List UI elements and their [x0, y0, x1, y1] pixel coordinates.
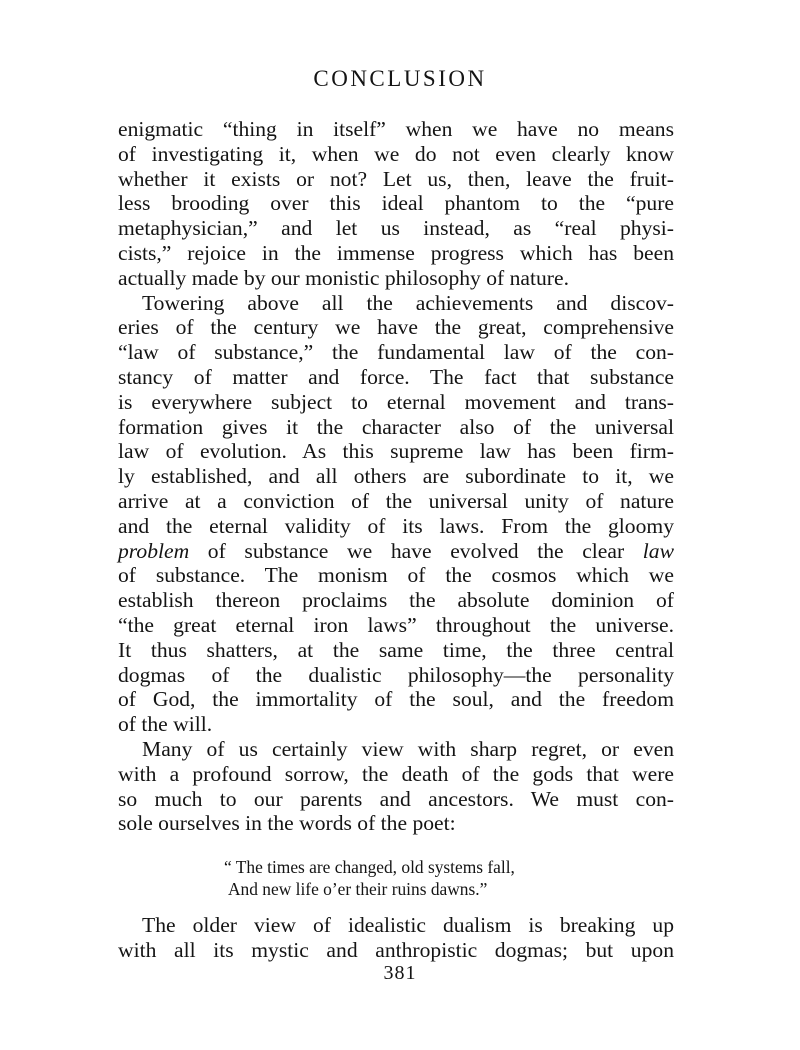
text-line: so much to our parents and ancestors. We must con- [118, 786, 674, 811]
text-line: “the great eternal iron laws” throughout the universe. [118, 612, 674, 637]
text-line: establish thereon proclaims the absolute dominion of [118, 588, 674, 613]
text-line: stancy of matter and force. The fact that substance [118, 364, 674, 389]
text-line: sole ourselves in the words of the poet: [118, 811, 456, 836]
italic-law: law [642, 538, 674, 563]
text-line: metaphysician,” and let us instead, as “real physi- [118, 216, 674, 241]
text-line: Towering above all the achievements and discov- [142, 290, 674, 315]
text-line: eries of the century we have the great, comprehensive [118, 315, 674, 340]
text-line: arrive at a conviction of the universal unity of nature [118, 488, 674, 513]
text-line: law of evolution. As this supreme law has been firm- [118, 439, 674, 464]
closing-text [118, 913, 674, 963]
text-line: Many of us certainly view with sharp regret, or even [142, 736, 674, 761]
text-line: of substance. The monism of the cosmos which we [118, 563, 674, 588]
text-line: actually made by our monistic philosophy of nature. [118, 265, 569, 290]
italic-problem: problem [118, 538, 190, 563]
text-line: “law of substance,” the fundamental law of the con- [118, 340, 674, 365]
verse-line: “ The times are changed, old systems fall, [224, 857, 515, 877]
text-fragment: of substance we have evolved the clear [189, 538, 643, 563]
text-line: of the will. [118, 712, 213, 737]
text-line: dogmas of the dualistic philosophy—the personality [118, 662, 674, 687]
text-line: of God, the immortality of the soul, and the freedom [118, 687, 674, 712]
running-head: CONCLUSION [313, 66, 487, 91]
text-line: ly established, and all others are subordinate to it, we [118, 464, 674, 489]
text-line: The older view of idealistic dualism is breaking up [142, 913, 674, 937]
verse-quotation [224, 856, 584, 900]
text-line: less brooding over this ideal phantom to the “pure [118, 191, 674, 216]
text-line: is everywhere subject to eternal movement and trans- [118, 389, 674, 414]
text-line: with all its mystic and anthropistic dogmas; but upon [118, 937, 674, 962]
text-line: cists,” rejoice in the immense progress which has been [118, 240, 674, 265]
text-line: with a profound sorrow, the death of the gods that were [118, 761, 674, 786]
verse-line: And new life o’er their ruins dawns.” [228, 879, 488, 899]
text-line [118, 539, 674, 564]
text-line: whether it exists or not? Let us, then, leave the fruit- [118, 166, 674, 191]
text-line: formation gives it the character also of the universal [118, 414, 674, 439]
main-text [118, 117, 674, 836]
text-line: and the eternal validity of its laws. From the gloomy [118, 513, 674, 538]
page-number: 381 [383, 962, 417, 984]
text-line: It thus shatters, at the same time, the three central [118, 637, 674, 662]
text-line: enigmatic “thing in itself” when we have no means [118, 117, 674, 141]
text-line: of investigating it, when we do not even clearly know [118, 141, 674, 166]
